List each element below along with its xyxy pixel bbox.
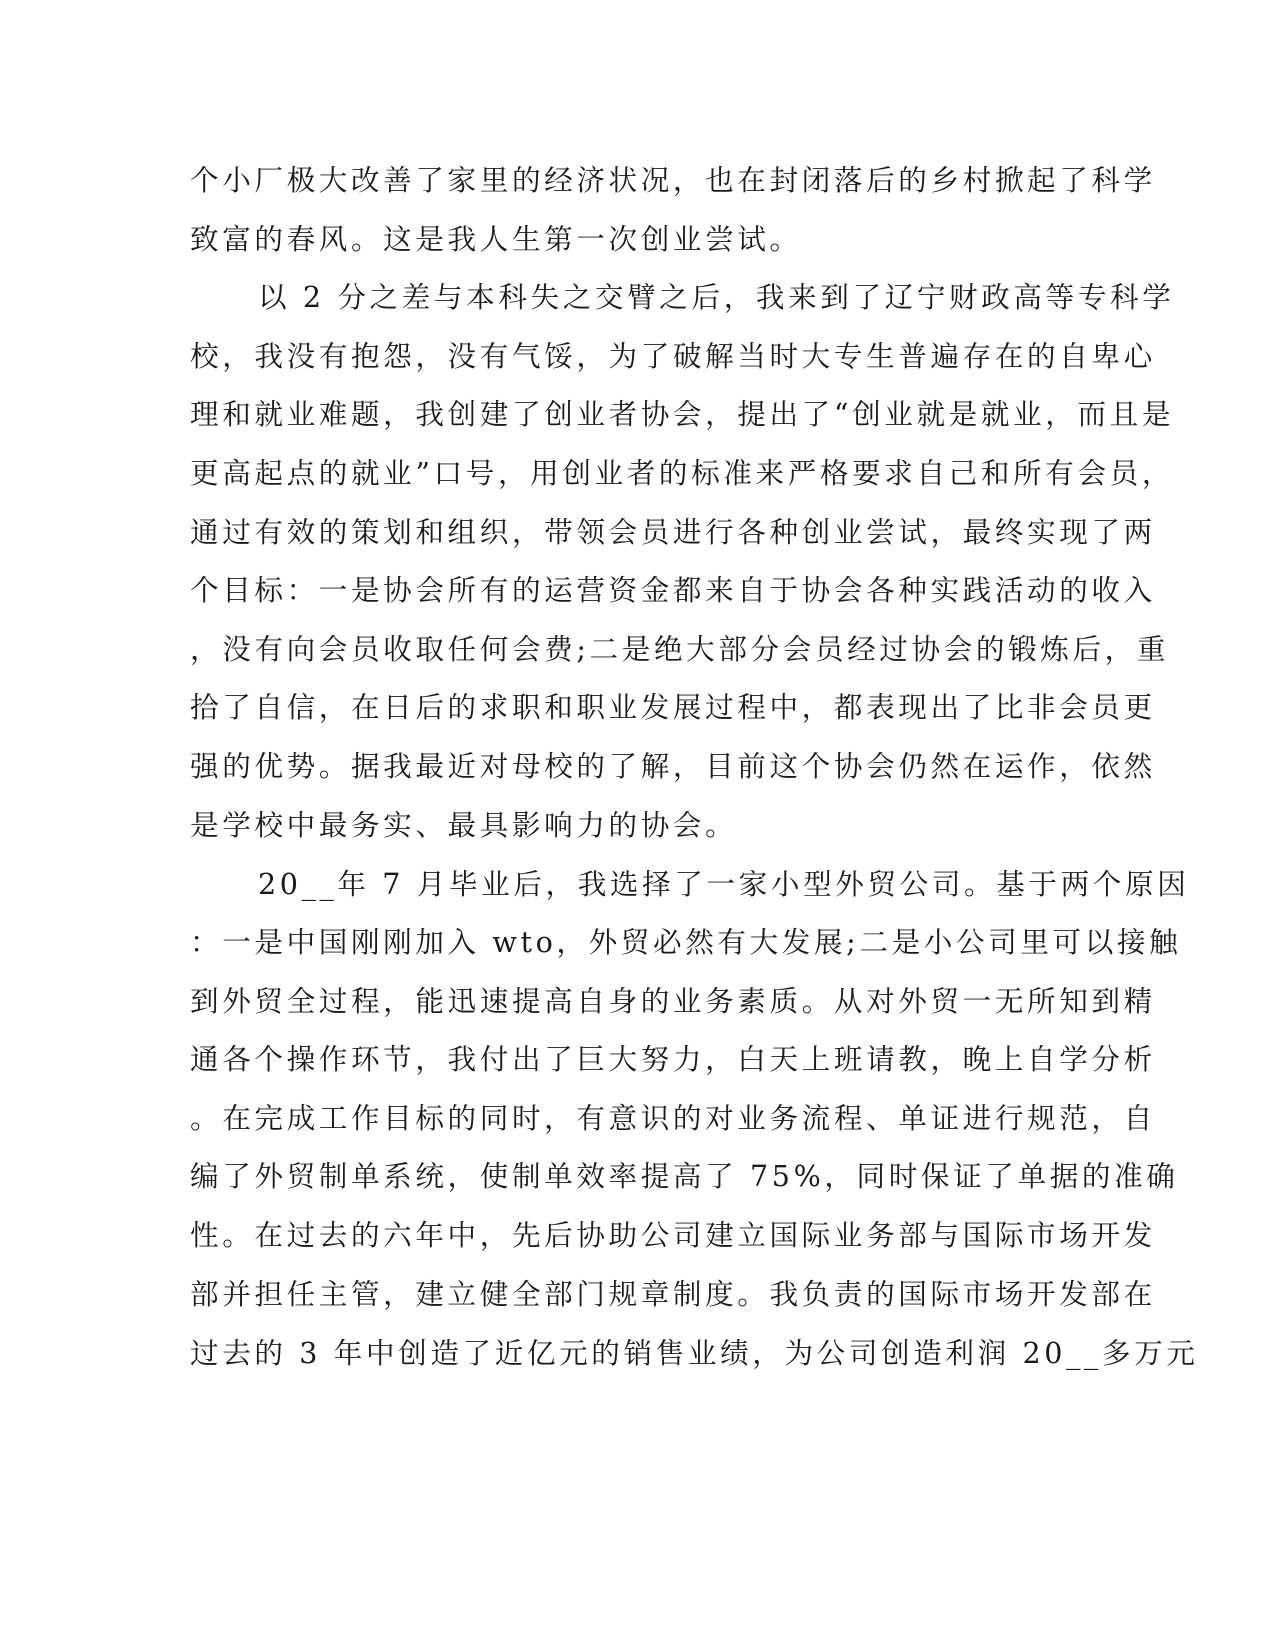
- text-line: 。在完成工作目标的同时，有意识的对业务流程、单证进行规范，自: [190, 1101, 1156, 1135]
- text-line: 更高起点的就业”口号，用创业者的标准来严格要求自己和所有会员，: [190, 456, 1175, 490]
- text-line: 校，我没有抱怨，没有气馁，为了破解当时大专生普遍存在的自卑心: [190, 339, 1156, 373]
- text-line: 个小厂极大改善了家里的经济状况，也在封闭落后的乡村掀起了科学: [190, 163, 1156, 197]
- text-line: 是学校中最务实、最具影响力的协会。: [190, 808, 738, 842]
- text-line: 通各个操作环节，我付出了巨大努力，白天上班请教，晚上自学分析: [190, 1042, 1156, 1076]
- text-line: 编了外贸制单系统，使制单效率提高了 75%，同时保证了单据的准确: [190, 1159, 1179, 1193]
- text-line: 个目标：一是协会所有的运营资金都来自于协会各种实践活动的收入: [190, 573, 1156, 607]
- paragraph-start-line: 20__年 7 月毕业后，我选择了一家小型外贸公司。基于两个原因: [258, 867, 1190, 901]
- text-line: 致富的春风。这是我人生第一次创业尝试。: [190, 222, 802, 256]
- text-line: 部并担任主管，建立健全部门规章制度。我负责的国际市场开发部在: [190, 1277, 1156, 1311]
- text-line: 通过有效的策划和组织，带领会员进行各种创业尝试，最终实现了两: [190, 515, 1156, 549]
- text-line: 拾了自信，在日后的求职和职业发展过程中，都表现出了比非会员更: [190, 690, 1156, 724]
- paragraph-start-line: 以 2 分之差与本科失之交臂之后，我来到了辽宁财政高等专科学: [258, 280, 1175, 314]
- text-line: 到外贸全过程，能迅速提高自身的业务素质。从对外贸一无所知到精: [190, 984, 1156, 1018]
- text-line: ，没有向会员收取任何会费;二是绝大部分会员经过协会的锻炼后，重: [190, 632, 1170, 666]
- text-line: 过去的 3 年中创造了近亿元的销售业绩，为公司创造利润 20__多万元: [190, 1336, 1199, 1370]
- text-line: 强的优势。据我最近对母校的了解，目前这个协会仍然在运作，依然: [190, 749, 1156, 783]
- text-line: ：一是中国刚刚加入 wto，外贸必然有大发展;二是小公司里可以接触: [190, 925, 1182, 959]
- text-line: 性。在过去的六年中，先后协助公司建立国际业务部与国际市场开发: [190, 1218, 1156, 1252]
- text-line: 理和就业难题，我创建了创业者协会，提出了“创业就是就业，而且是: [190, 397, 1175, 431]
